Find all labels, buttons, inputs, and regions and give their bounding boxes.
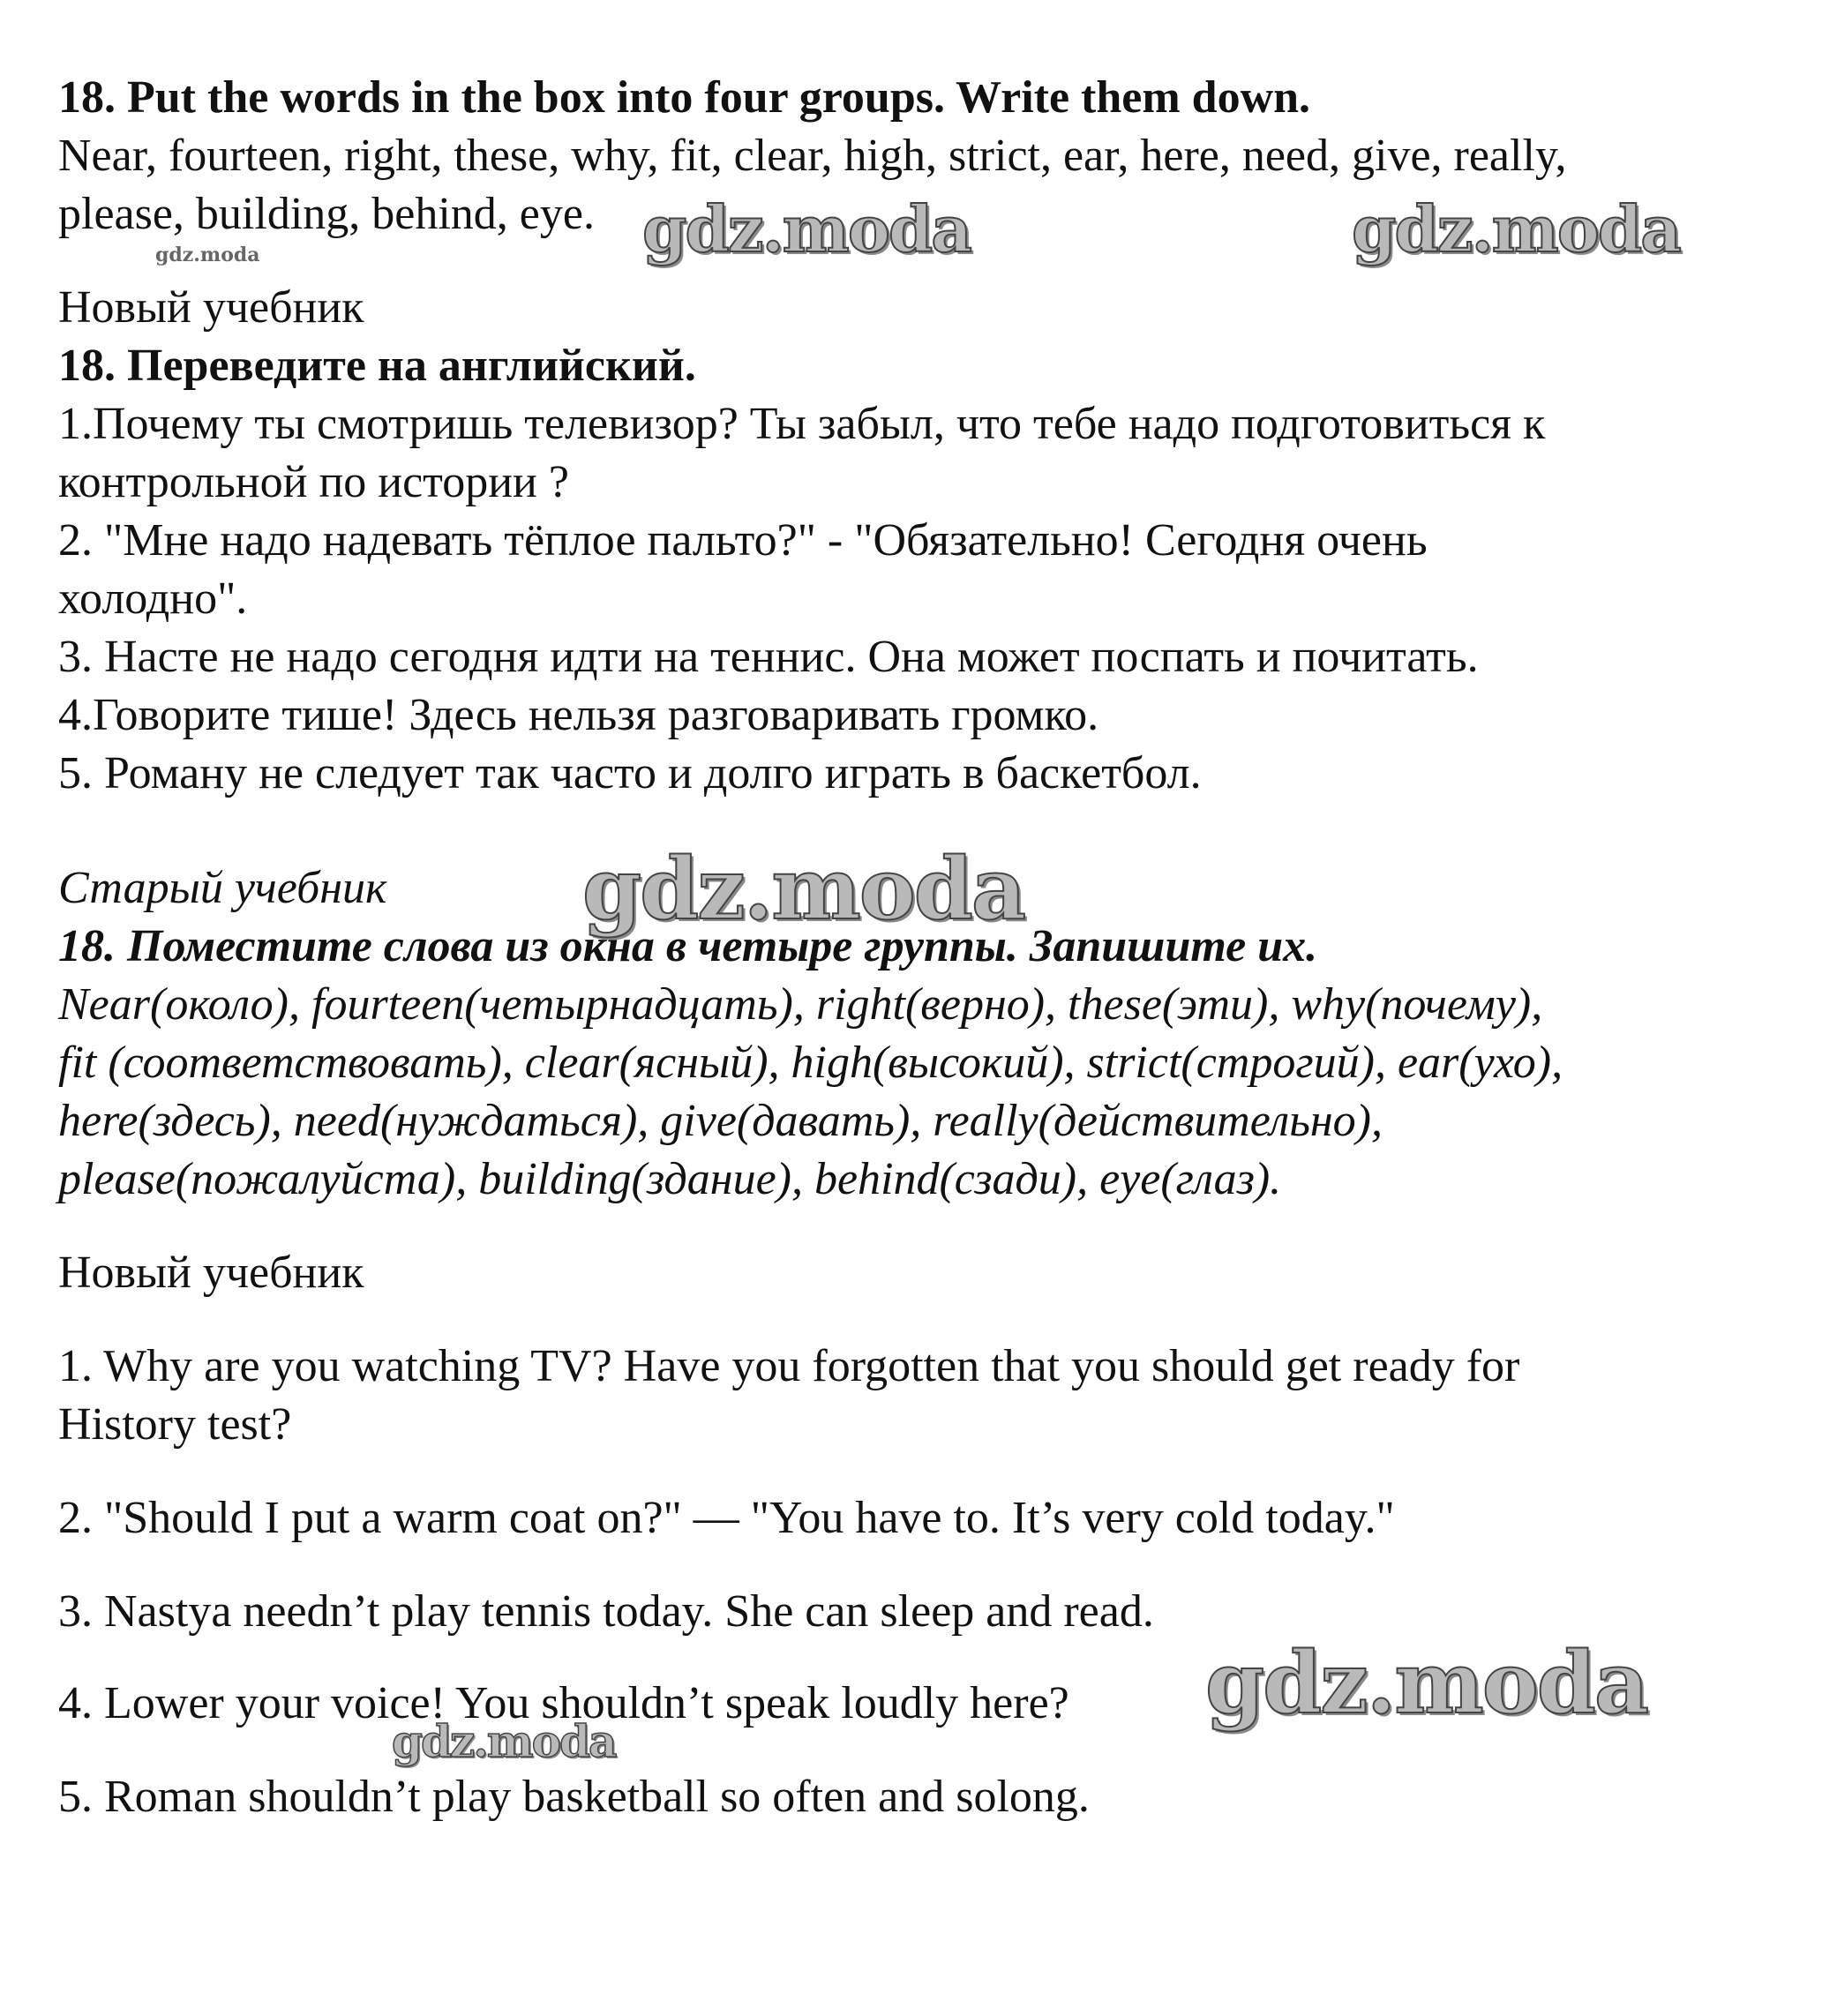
watermark-logo: gdz.moda — [155, 244, 260, 266]
glossary-line-4: please(пожалуйста), building(здание), behind(сзади), eye(глаз). — [58, 1154, 1282, 1204]
word-list-line-1: Near, fourteen, right, these, why, fit, clear, high, strict, ear, here, need, give, really, — [58, 131, 1567, 181]
new-textbook-label: Новый учебник — [58, 282, 364, 333]
glossary-line-1: Near(около), fourteen(четырнадцать), right(верно), these(эти), why(почему), — [58, 979, 1543, 1030]
watermark-logo: gdz.moda — [1205, 1633, 1648, 1733]
watermark-logo: gdz.moda — [392, 1715, 616, 1767]
translate-line-2: контрольной по истории ? — [58, 457, 569, 507]
answer-line-6: 5. Roman shouldn’t play basketball so often and solong. — [58, 1772, 1090, 1822]
watermark-logo: gdz.moda — [642, 191, 971, 266]
glossary-line-2: fit (соответствовать), clear(ясный), high(высокий), strict(строгий), ear(ухо), — [58, 1038, 1563, 1088]
translate-line-4: холодно". — [58, 573, 248, 624]
answer-line-1: 1. Why are you watching TV? Have you forgotten that you should get ready for — [58, 1341, 1520, 1391]
answer-line-2: History test? — [58, 1399, 292, 1450]
glossary-line-3: here(здесь), need(нуждаться), give(давать), really(действительно), — [58, 1096, 1383, 1146]
translate-line-3: 2. "Мне надо надевать тёплое пальто?" - "Обязательно! Сегодня очень — [58, 515, 1428, 566]
translate-heading: 18. Переведите на английский. — [58, 341, 696, 391]
old-exercise-heading: 18. Поместите слова из окна в четыре группы. Запишите их. — [58, 921, 1318, 971]
watermark-logo: gdz.moda — [582, 839, 1025, 939]
translate-line-1: 1.Почему ты смотришь телевизор? Ты забыл, что тебе надо подготовиться к — [58, 399, 1546, 449]
exercise-heading-en: 18. Put the words in the box into four groups. Write them down. — [58, 72, 1311, 123]
watermark-logo: gdz.moda — [1352, 191, 1680, 266]
old-textbook-label: Старый учебник — [58, 863, 387, 913]
word-list-line-2: please, building, behind, eye. — [58, 189, 595, 239]
answer-line-5: 4. Lower your voice! You shouldn’t speak loudly here? — [58, 1678, 1069, 1728]
translate-line-5: 3. Насте не надо сегодня идти на теннис. Она может поспать и почитать. — [58, 632, 1479, 682]
translate-line-7: 5. Роману не следует так часто и долго играть в баскетбол. — [58, 748, 1202, 798]
translate-line-6: 4.Говорите тише! Здесь нельзя разговаривать громко. — [58, 690, 1099, 740]
answer-line-4: 3. Nastya needn’t play tennis today. She can sleep and read. — [58, 1586, 1154, 1637]
new-textbook-label-2: Новый учебник — [58, 1248, 364, 1298]
answer-line-3: 2. "Should I put a warm coat on?" — "You have to. It’s very cold today." — [58, 1493, 1395, 1543]
